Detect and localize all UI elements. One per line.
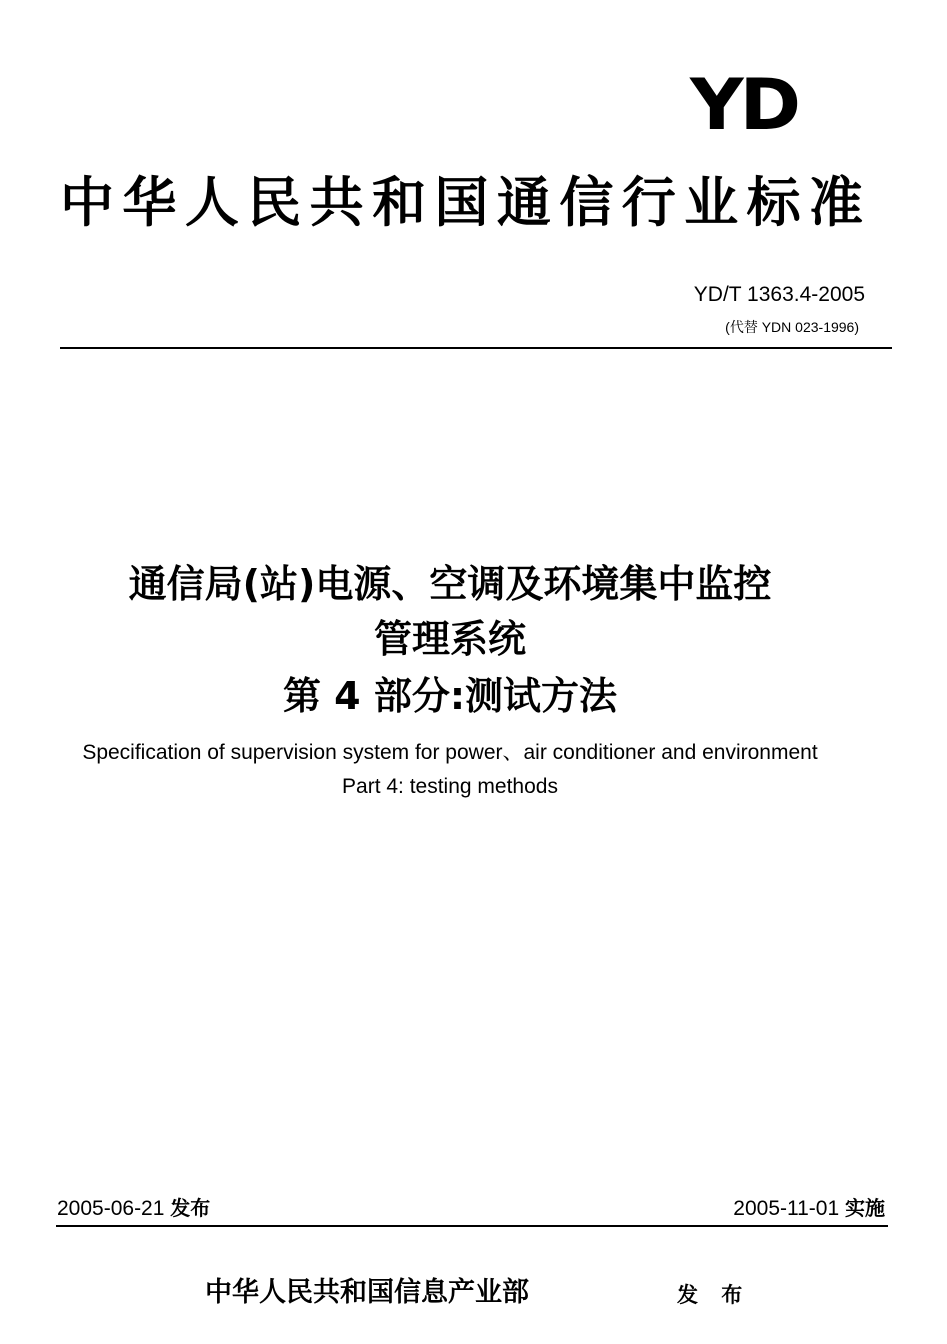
top-divider xyxy=(60,347,892,349)
title-en-line-1: Specification of supervision system for power、air conditioner and environment xyxy=(82,741,818,764)
publish-label: 发 布 xyxy=(677,1283,751,1307)
title-en-line-2: Part 4: testing methods xyxy=(342,775,558,798)
title-cn-line-1: 通信局(站)电源、空调及环境集中监控 xyxy=(128,562,772,606)
title-cn-line-2: 管理系统 xyxy=(373,617,526,661)
implement-date-block xyxy=(733,1194,885,1223)
publisher-name: 中华人民共和国信息产业部 xyxy=(205,1277,529,1308)
implement-label: 实施 xyxy=(845,1196,885,1220)
org-title: 中华人民共和国通信行业标准 xyxy=(60,171,866,234)
yd-logo: YD xyxy=(690,64,798,147)
issue-date-block xyxy=(57,1194,210,1223)
standard-number: YD/T 1363.4-2005 xyxy=(693,283,865,306)
title-cn-line-3: 第 4 部分:测试方法 xyxy=(282,674,618,718)
issue-label: 发布 xyxy=(170,1196,211,1220)
bottom-divider xyxy=(56,1225,888,1227)
replaces-note: (代替 YDN 023-1996) xyxy=(725,319,859,335)
issue-date: 2005-06-21 xyxy=(57,1197,165,1220)
implement-date: 2005-11-01 xyxy=(733,1197,840,1220)
